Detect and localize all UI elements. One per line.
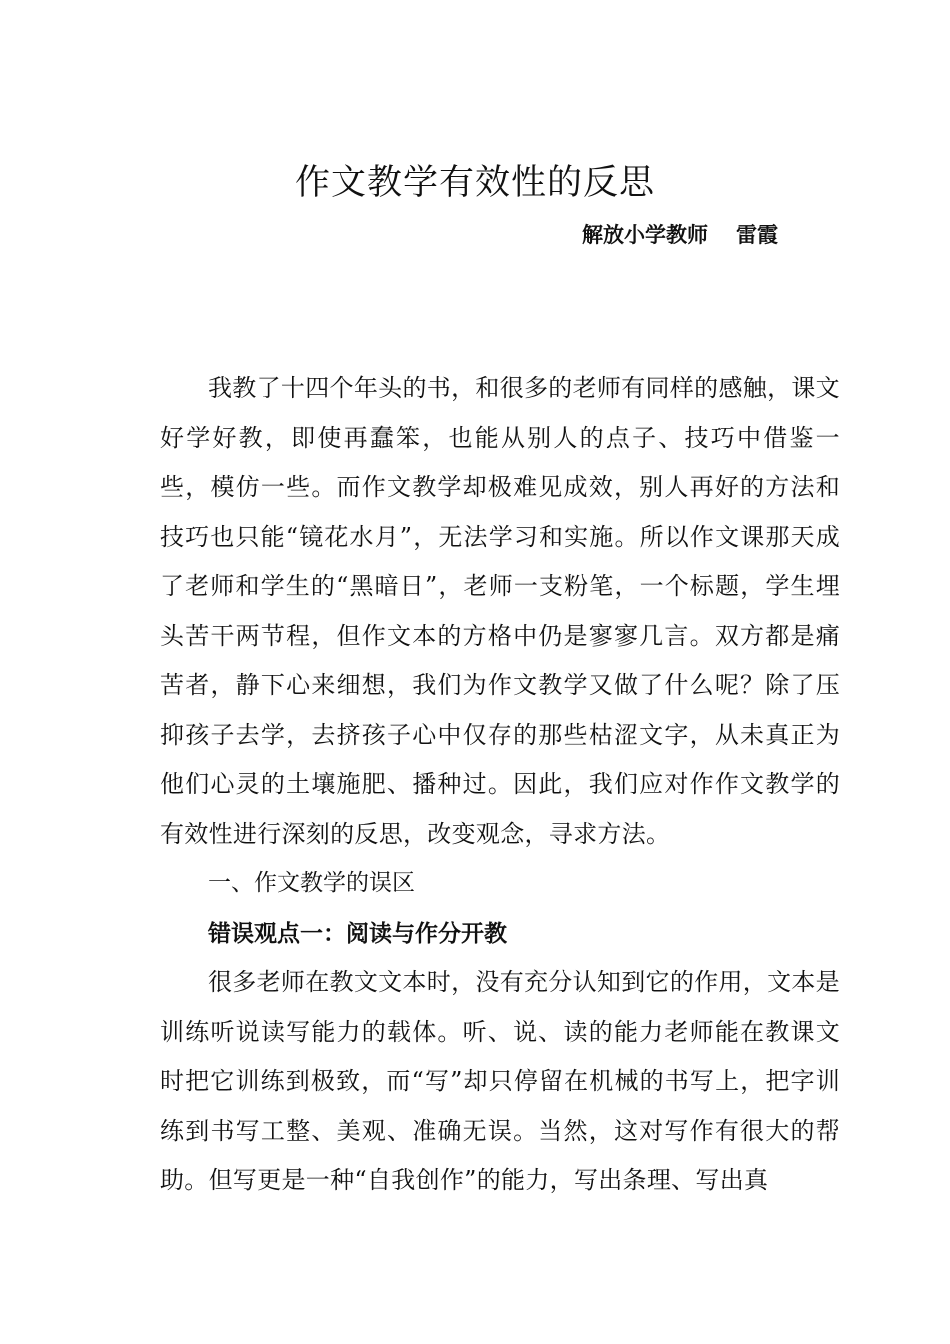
author-name: 雷霞 [736, 222, 778, 247]
subsection-heading-1: 错误观点一：阅读与作分开教 [208, 919, 507, 947]
author-organization: 解放小学教师 [582, 222, 708, 247]
body-paragraph-2: 很多老师在教文文本时，没有充分认知到它的作用，文本是训练听说读写能力的载体。听、说、读的能力老师能在教课文时把它训练到极致，而“写”却只停留在机械的书写上，把字训练到书写工整、美观、准确无误。当然，这对写作有很大的帮助。但写更是一种“自我创作”的能力，写出条理、写出真 [160, 968, 840, 1194]
section-heading-1: 一、作文教学的误区 [208, 870, 415, 896]
document-body [160, 364, 840, 1206]
body-paragraph-1: 我教了十四个年头的书，和很多的老师有同样的感触，课文好学好教，即使再蠢笨，也能从别人的点子、技巧中借鉴一些，模仿一些。而作文教学却极难见成效，别人再好的方法和技巧也只能“镜花水月”，无法学习和实施。所以作文课那天成了老师和学生的“黑暗日”，老师一支粉笔，一个标题，学生埋头苦干两节程，但作文本的方格中仍是寥寥几言。双方都是痛苦者，静下心来细想，我们为作文教学又做了什么呢？除了压抑孩子去学，去挤孩子心中仅存的那些枯涩文字，从未真正为他们心灵的土壤施肥、播种过。因此，我们应对作作文教学的有效性进行深刻的反思，改变观念，寻求方法。 [160, 374, 840, 848]
document-title: 作文教学有效性的反思 [294, 163, 655, 203]
author-line [582, 220, 778, 250]
